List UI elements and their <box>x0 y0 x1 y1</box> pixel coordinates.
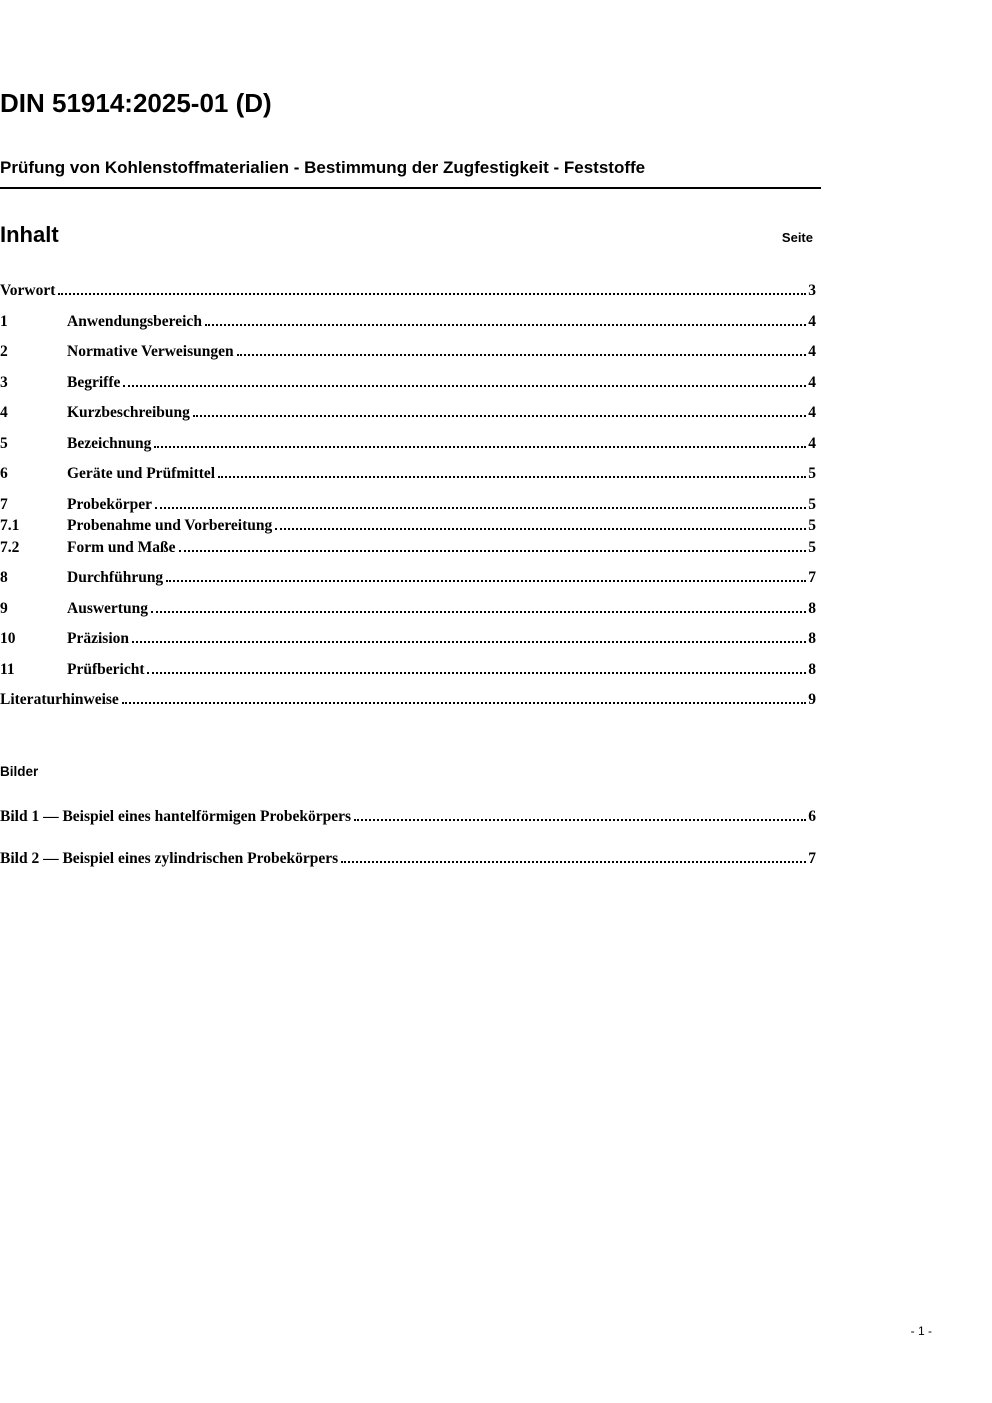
toc-leader-dots <box>147 672 806 674</box>
toc-entry-form-und-masse[interactable] <box>0 537 821 558</box>
figure-entry-bild-2[interactable] <box>0 848 821 869</box>
toc-list <box>0 280 821 710</box>
toc-entry-literaturhinweise[interactable] <box>0 689 821 710</box>
toc-entry-label: Literaturhinweise <box>0 691 119 708</box>
toc-entry-probenahme-und-vorbereitung[interactable] <box>0 515 821 536</box>
toc-leader-dots <box>218 476 806 478</box>
toc-leader-dots <box>123 385 806 387</box>
toc-entry-vorwort[interactable] <box>0 280 821 301</box>
toc-entry-label: Präzision <box>67 630 129 647</box>
toc-entry-label: Bezeichnung <box>67 434 152 452</box>
toc-entry-pruefbericht[interactable] <box>0 659 821 680</box>
toc-entry-page: 4 <box>808 404 816 421</box>
toc-leader-dots <box>155 507 806 509</box>
toc-entry-number: 5 <box>0 434 8 452</box>
toc-entry-number: 7 <box>0 495 8 513</box>
toc-entry-label: Durchführung <box>67 569 164 586</box>
toc-entry-number: 2 <box>0 343 8 360</box>
toc-entry-page: 5 <box>808 538 816 556</box>
toc-entry-kurzbeschreibung[interactable] <box>0 402 821 423</box>
figure-entry-label: Bild 1 — Beispiel eines hantelförmigen Probekörpers <box>0 808 352 825</box>
toc-leader-dots <box>154 446 806 448</box>
toc-entry-label: Geräte und Prüfmittel <box>67 465 216 482</box>
document-subtitle: Prüfung von Kohlenstoffmaterialien - Bestimmung der Zugfestigkeit - Feststoffe <box>0 158 821 189</box>
toc-entry-page: 9 <box>808 691 816 708</box>
toc-entry-praezision[interactable] <box>0 628 821 649</box>
toc-entry-number: 11 <box>0 660 15 678</box>
toc-leader-dots <box>341 861 806 863</box>
toc-entry-anwendungsbereich[interactable] <box>0 311 821 332</box>
toc-entry-geraete-und-pruefmittel[interactable] <box>0 463 821 484</box>
toc-entry-label: Begriffe <box>67 373 121 391</box>
toc-entry-begriffe[interactable] <box>0 372 821 393</box>
figures-list <box>0 806 821 869</box>
toc-entry-page: 4 <box>808 343 816 360</box>
toc-entry-page: 5 <box>808 495 816 513</box>
toc-entry-number: 6 <box>0 465 8 482</box>
toc-entry-page: 5 <box>808 517 816 534</box>
toc-entry-page: 8 <box>808 660 816 678</box>
toc-header-row <box>0 222 821 248</box>
toc-entry-number: 4 <box>0 404 8 421</box>
figure-entry-page: 6 <box>808 808 816 825</box>
toc-entry-page: 4 <box>808 434 816 452</box>
toc-entry-page: 5 <box>808 465 816 482</box>
toc-entry-label: Vorwort <box>0 282 56 299</box>
toc-entry-number: 7.1 <box>0 517 20 534</box>
figure-entry-bild-1[interactable] <box>0 806 821 827</box>
toc-entry-durchfuehrung[interactable] <box>0 567 821 588</box>
toc-entry-number: 1 <box>0 312 8 330</box>
toc-entry-number: 3 <box>0 373 8 391</box>
toc-leader-dots <box>237 354 807 356</box>
toc-leader-dots <box>122 702 806 704</box>
toc-entry-page: 7 <box>808 569 816 586</box>
toc-heading: Inhalt <box>0 222 59 247</box>
page-column-label: Seite <box>781 230 813 245</box>
toc-entry-label: Normative Verweisungen <box>67 343 234 360</box>
toc-entry-auswertung[interactable] <box>0 598 821 619</box>
figure-entry-label: Bild 2 — Beispiel eines zylindrischen Probekörpers <box>0 850 339 867</box>
footer-page-number: - 1 - <box>910 1324 932 1338</box>
toc-entry-number: 10 <box>0 630 16 647</box>
toc-entry-normative-verweisungen[interactable] <box>0 341 821 362</box>
toc-entry-label: Form und Maße <box>67 538 176 556</box>
toc-entry-page: 8 <box>808 630 816 647</box>
toc-entry-label: Anwendungsbereich <box>67 312 202 330</box>
toc-entry-label: Probenahme und Vorbereitung <box>67 517 273 534</box>
toc-leader-dots <box>205 324 806 326</box>
toc-entry-number: 7.2 <box>0 538 20 556</box>
toc-entry-label: Kurzbeschreibung <box>67 404 190 421</box>
toc-entry-number: 8 <box>0 569 8 586</box>
figure-entry-page: 7 <box>808 850 816 867</box>
toc-leader-dots <box>132 641 806 643</box>
toc-entry-label: Auswertung <box>67 599 148 617</box>
toc-leader-dots <box>58 293 806 295</box>
toc-entry-number: 9 <box>0 599 8 617</box>
toc-entry-page: 4 <box>808 312 816 330</box>
toc-leader-dots <box>179 550 807 552</box>
toc-leader-dots <box>151 611 806 613</box>
toc-entry-bezeichnung[interactable] <box>0 433 821 454</box>
toc-entry-page: 4 <box>808 373 816 391</box>
toc-entry-label: Probekörper <box>67 495 152 513</box>
toc-entry-page: 3 <box>808 282 816 299</box>
toc-leader-dots <box>354 819 806 821</box>
toc-leader-dots <box>193 415 806 417</box>
document-title: DIN 51914:2025-01 (D) <box>0 88 272 118</box>
toc-entry-probekoerper[interactable] <box>0 494 821 515</box>
toc-entry-page: 8 <box>808 599 816 617</box>
toc-leader-dots <box>166 580 806 582</box>
toc-leader-dots <box>275 528 806 530</box>
figures-heading: Bilder <box>0 764 39 779</box>
toc-entry-label: Prüfbericht <box>67 660 145 678</box>
